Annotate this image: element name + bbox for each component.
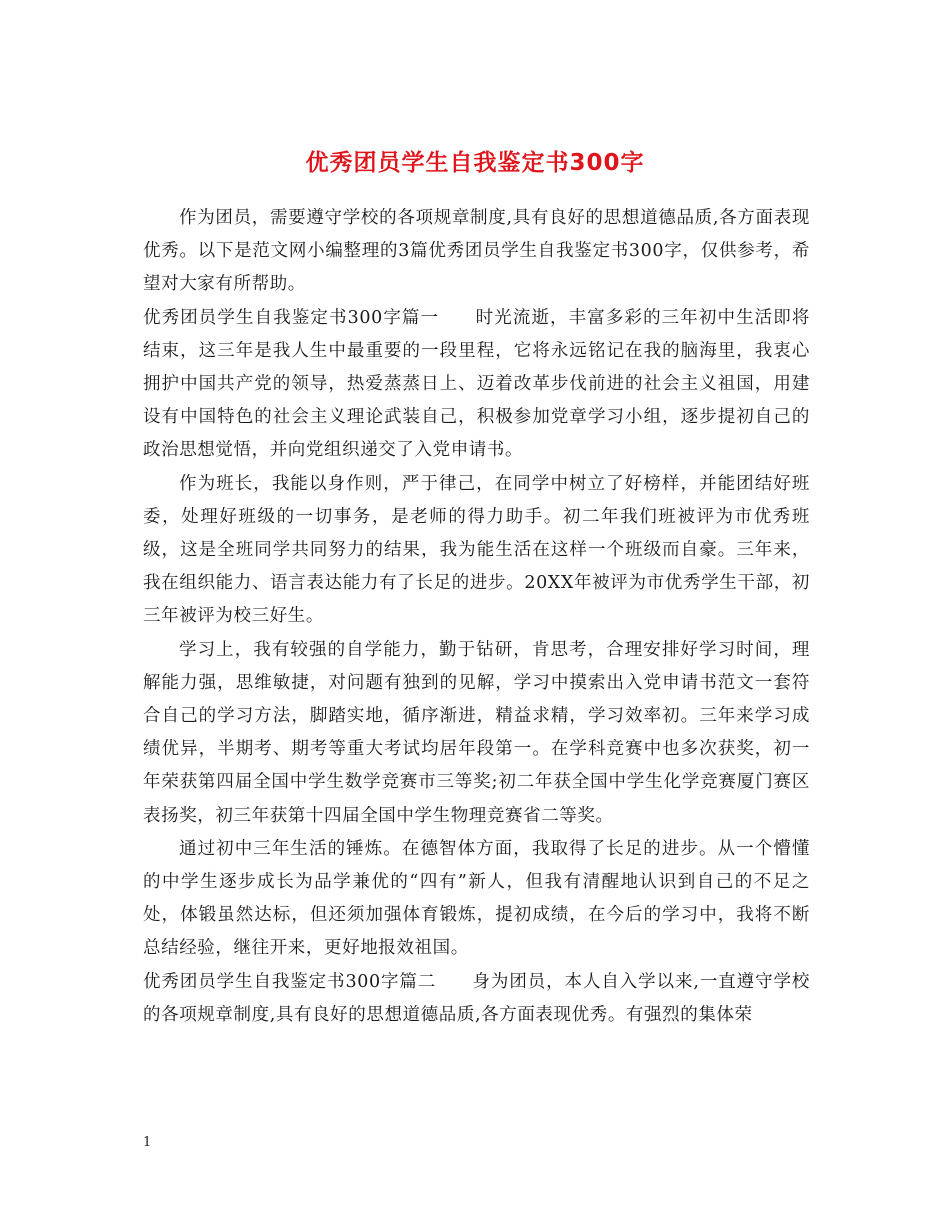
paragraph-class-monitor: 作为班长，我能以身作则，严于律己，在同学中树立了好榜样，并能团结好班委，处理好班级的一切事务，是老师的得力助手。初二年我们班被评为市优秀班级，这是全班同学共同努力的结果，我为能生活在这样一个班级而自豪。三年来，我在组织能力、语言表达能力有了长足的进步。20XX年被评为市优秀学生干部，初三年被评为校三好生。 [143, 473, 810, 627]
paragraph-study: 学习上，我有较强的自学能力，勤于钻研，肯思考，合理安排好学习时间，理解能力强，思维敏捷，对问题有独到的见解，学习中摸索出入党申请书范文一套符合自己的学习方法，脚踏实地，循序渐进，精益求精，学习效率初。三年来学习成绩优异，半期考、期考等重大考试均居年段第一。在学科竞赛中也多次获奖，初一年荣获第四届全国中学生数学竞赛市三等奖;初二年获全国中学生化学竞赛厦门赛区表扬奖，初三年获第十四届全国中学生物理竞赛省二等奖。 [143, 639, 810, 826]
section2-text: 身为团员，本人自入学以来,一直遵守学校的各项规章制度,具有良好的思想道德品质,各方面表现优秀。有强烈的集体荣 [143, 971, 810, 1025]
section1-paragraph [143, 302, 810, 468]
section2-paragraph [143, 966, 810, 1032]
document-body [143, 202, 810, 1032]
section2-heading: 优秀团员学生自我鉴定书300字篇二 [143, 971, 437, 992]
paragraph-growth: 通过初中三年生活的锤炼。在德智体方面，我取得了长足的进步。从一个懵懂的中学生逐步成长为品学兼优的“四有”新人，但我有清醒地认识到自己的不足之处，体锻虽然达标，但还须加强体育锻炼，提初成绩，在今后的学习中，我将不断总结经验，继往开来，更好地报效祖国。 [143, 838, 810, 959]
intro-paragraph: 作为团员，需要遵守学校的各项规章制度,具有良好的思想道德品质,各方面表现优秀。以下是范文网小编整理的3篇优秀团员学生自我鉴定书300字，仅供参考，希望对大家有所帮助。 [143, 208, 810, 295]
section1-text: 时光流逝，丰富多彩的三年初中生活即将结束，这三年是我人生中最重要的一段里程，它将永远铭记在我的脑海里，我衷心拥护中国共产党的领导，热爱蒸蒸日上、迈着改革步伐前进的社会主义祖国，用建设有中国特色的社会主义理论武装自己，积极参加党章学习小组，逐步提初自己的政治思想觉悟，并向党组织递交了入党申请书。 [143, 307, 810, 461]
document-title: 优秀团员学生自我鉴定书300字 [305, 150, 645, 177]
page-number: 1 [143, 1135, 152, 1150]
section1-heading: 优秀团员学生自我鉴定书300字篇一 [143, 307, 440, 328]
